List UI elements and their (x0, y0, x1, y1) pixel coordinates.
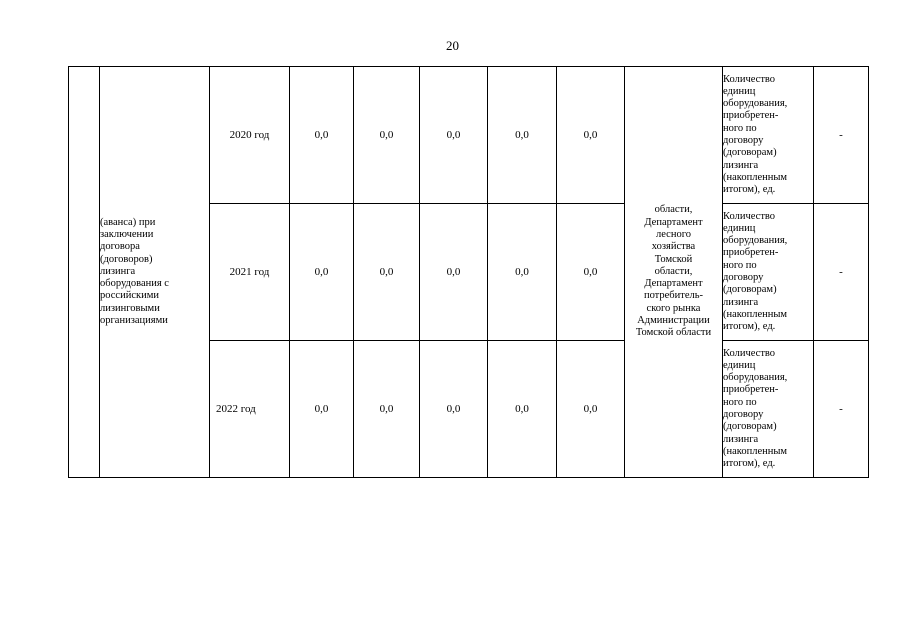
value-cell: 0,0 (290, 204, 354, 341)
executor-line: ского рынка (646, 302, 701, 314)
measure-name-line: российскими (100, 290, 159, 302)
executor-cell (625, 67, 723, 478)
measure-name-cell (100, 67, 210, 478)
indicator-line: (накопленным (723, 445, 788, 457)
value-cell: 0,0 (420, 67, 488, 204)
indicator-line: итогом), ед. (723, 321, 776, 333)
target-value-cell: - (814, 67, 869, 204)
indicator-line: приобретен- (723, 247, 779, 259)
value-cell: 0,0 (488, 67, 557, 204)
year-cell: 2021 год (210, 204, 290, 341)
executor-line: области, (654, 204, 693, 216)
executor-line: Томской (654, 253, 693, 265)
executor-line: хозяйства (651, 241, 696, 253)
executor-line: Департамент (644, 216, 703, 228)
value-cell: 0,0 (557, 204, 625, 341)
measure-name-line: организациями (100, 315, 168, 327)
indicator-line: (накопленным (723, 308, 788, 320)
value-cell: 0,0 (557, 67, 625, 204)
indicator-line: итогом), ед. (723, 458, 776, 470)
value-cell: 0,0 (290, 67, 354, 204)
value-cell: 0,0 (290, 341, 354, 478)
value-cell: 0,0 (420, 204, 488, 341)
executor-line: Томской области (635, 327, 712, 339)
indicator-line: лизинга (723, 433, 759, 445)
table-row (69, 67, 869, 204)
executor-line: Администрации (637, 315, 710, 327)
indicator-line: (договорам) (723, 421, 777, 433)
program-table (68, 66, 869, 478)
indicator-line: (договорам) (723, 284, 777, 296)
measure-name-line: лизинговыми (100, 302, 160, 314)
indicator-line: ного по (723, 259, 757, 271)
measure-name-line: договора (100, 241, 140, 253)
indicator-line: ного по (723, 396, 757, 408)
measure-name-line: (договоров) (100, 253, 153, 265)
indicator-line: ного по (723, 122, 757, 134)
page-number: 20 (446, 38, 459, 53)
indicator-line: приобретен- (723, 110, 779, 122)
indicator-line: приобретен- (723, 384, 779, 396)
value-cell: 0,0 (557, 341, 625, 478)
indicator-line: оборудования, (723, 235, 788, 247)
year-cell: 2020 год (210, 67, 290, 204)
measure-name-line: заключении (100, 228, 154, 240)
indicator-line: оборудования, (723, 98, 788, 110)
value-cell: 0,0 (354, 67, 420, 204)
indicator-line: Количество (723, 347, 776, 359)
measure-name-line: оборудования с (100, 278, 169, 290)
executor-line: области, (654, 265, 693, 277)
executor-line: потребитель- (643, 290, 704, 302)
indicator-line: договору (723, 272, 764, 283)
value-cell: 0,0 (420, 341, 488, 478)
executor-line: Департамент (644, 278, 703, 290)
target-value-cell: - (814, 341, 869, 478)
measure-name-line: лизинга (100, 265, 136, 277)
value-cell: 0,0 (488, 341, 557, 478)
measure-name-line: (аванса) при (100, 216, 156, 228)
indicator-line: Количество (723, 73, 776, 85)
indicator-line: итогом), ед. (723, 184, 776, 196)
indicator-line: лизинга (723, 296, 759, 308)
indicator-line: (договорам) (723, 147, 777, 159)
indicator-line: лизинга (723, 159, 759, 171)
value-cell: 0,0 (488, 204, 557, 341)
indicator-line: (накопленным (723, 171, 788, 183)
indicator-cell (723, 67, 814, 204)
indicator-cell (723, 204, 814, 341)
indicator-line: единиц (723, 85, 756, 97)
value-cell: 0,0 (354, 341, 420, 478)
indicator-line: оборудования, (723, 372, 788, 384)
indicator-line: Количество (723, 210, 776, 222)
indicator-cell (723, 341, 814, 478)
indicator-line: единиц (723, 222, 756, 234)
indicator-line: договору (723, 409, 764, 420)
indicator-line: договору (723, 135, 764, 146)
target-value-cell: - (814, 204, 869, 341)
executor-line: лесного (656, 228, 691, 240)
row-number-cell (69, 67, 100, 478)
year-cell: 2022 год (210, 341, 290, 478)
value-cell: 0,0 (354, 204, 420, 341)
indicator-line: единиц (723, 359, 756, 371)
